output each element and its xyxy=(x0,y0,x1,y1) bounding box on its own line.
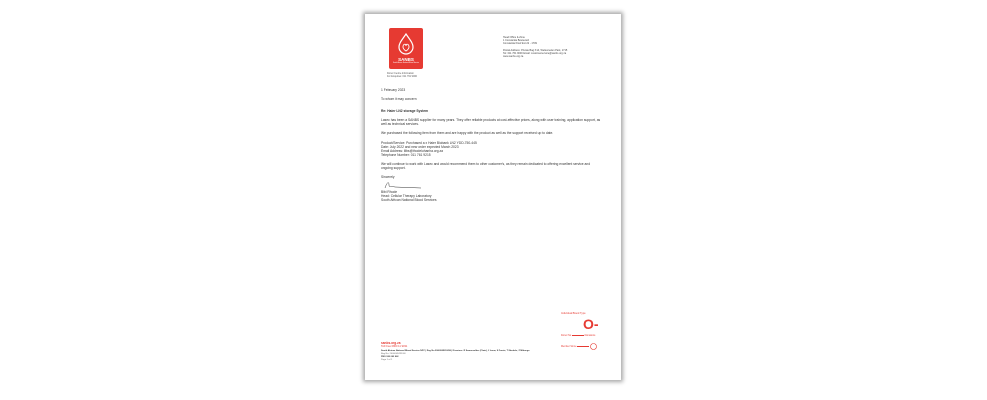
paragraph-1: Lasec has been a SANBS supplier for many years. They offer reliable products at cost-effective prices, along with user training, application support, as well as technical services. xyxy=(381,118,601,127)
product-details: Product/Service: Purchased a x Haier Biobank LN2 YDD-750-445 Date: July 2022 and new order expected March 2023 Email Address: lilbs@thodeluhanha.org.za Telephone Number: 011 761 9215 xyxy=(381,140,477,157)
footer-legal: South African National Blood Service NPC | Reg No 2000/005291/08 | Directors: R Swanevelder (Chair), J Louw, S Fourie, T Mashele, Z Mhlongo Reg No. 2000/005291/08 PBO 930 002 962 Page 1 of 1 xyxy=(381,350,530,361)
footer xyxy=(381,341,606,361)
logo-caption: Donor Centre Information For Enquiries: 011 761 9000 xyxy=(387,72,417,78)
logo-wordmark: SANBS xyxy=(398,57,414,62)
letter-page xyxy=(365,14,621,380)
letter-date: 1 February 2023 xyxy=(381,88,406,92)
office-address: Head Office & Zone 1 Constantia Boulevard Constantia Kloof Ext 22 - 1709 Postal Address: Private Bag X14, Weltevreden Park, 1715 Tel: 011 761 9000 Email: customerservice@sanbs.org.za www.sanbs.org.za xyxy=(503,36,568,59)
paragraph-2: We purchased the following item from them and are happy with the product as well as the support received up to date. xyxy=(381,131,554,136)
website[interactable]: www.sanbs.org.za xyxy=(503,55,524,59)
member-row: Member Since xyxy=(561,343,597,350)
contact-line: Tel: 011 761 9000 Email: customerservice@sanbs.org.za xyxy=(503,52,567,56)
signature xyxy=(383,180,423,190)
salutation: To whom it may concern xyxy=(381,97,417,102)
logo-tagline: South African National Blood Service xyxy=(392,63,420,64)
blood-type-title: Individual Blood Type xyxy=(561,312,586,315)
paragraph-3: We will continue to work with Lasec and would recommend them to other customer's, as they remain dedicated to offering excellent service and ongoing support. xyxy=(381,161,591,171)
postal-address: Postal Address: Private Bag X14, Weltevreden Park, 1715 xyxy=(503,49,568,53)
closing: Sincerely xyxy=(381,175,395,180)
subject-line: Re: Haier LN2 storage System xyxy=(381,109,429,114)
footer-tollfree: Toll Free 0800 11 9031 xyxy=(381,345,408,348)
donor-row: Donor No Donations xyxy=(561,334,596,337)
footer-website[interactable]: sanbs.org.za xyxy=(381,341,401,345)
blood-type-value: O- xyxy=(583,316,599,332)
letter-body xyxy=(381,88,601,203)
signatory-block: Bibi Rhode Head: Cellular Therapy Laboratory South African National Blood Services xyxy=(381,190,437,203)
sanbs-logo xyxy=(389,28,423,69)
blood-drop-icon xyxy=(396,33,416,55)
